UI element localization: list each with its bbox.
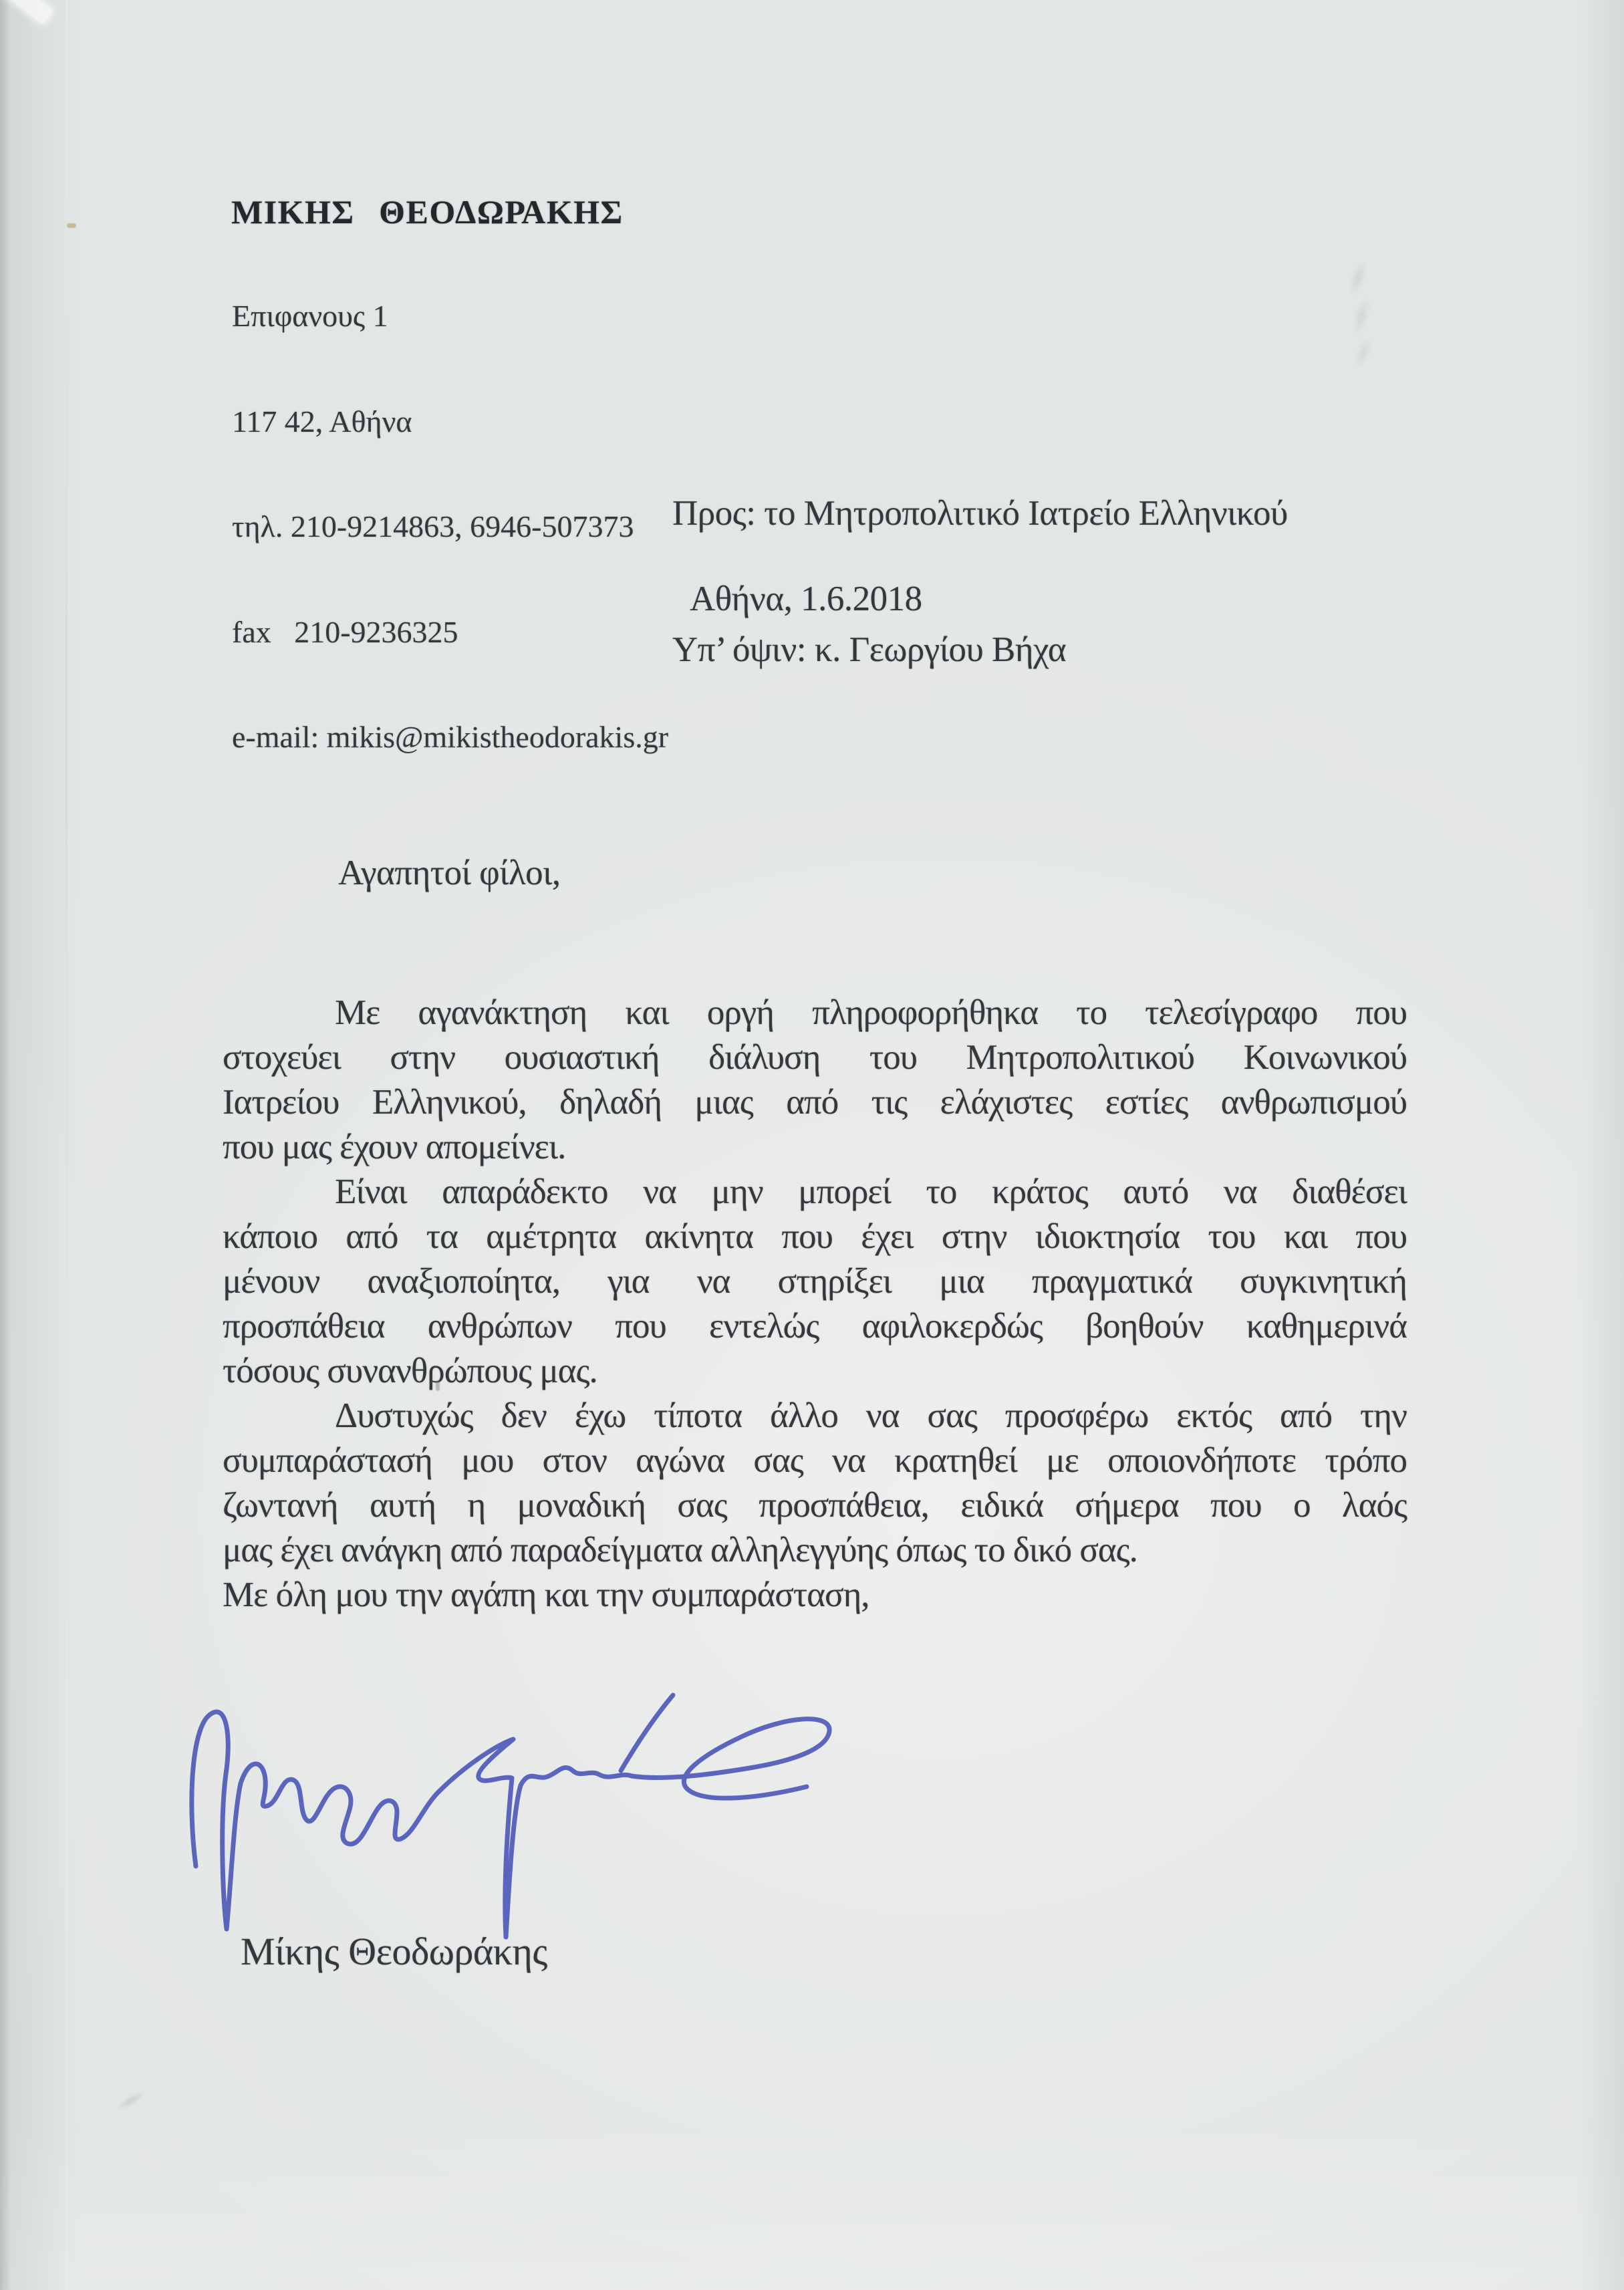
sender-address-block (232, 229, 668, 825)
body-line: κάποιο από τα αμέτρητα ακίνητα που έχει στην ιδιοκτησία του και που (223, 1217, 1407, 1256)
body-line: Είναι απαράδεκτο να μην μπορεί το κράτος αυτό να διαθέσει (335, 1172, 1407, 1211)
scan-smudge (96, 2071, 165, 2131)
letter-body (223, 991, 1407, 1618)
sender-phone: τηλ. 210-9214863, 6946-507373 (232, 509, 634, 543)
signature-stroke-middle (241, 1719, 829, 1937)
scan-smudge (1291, 245, 1422, 384)
signature-stroke-entry (621, 1695, 673, 1771)
recipient-attention-line: Υπ’ όψιν: κ. Γεωργίου Βήχα (672, 630, 1067, 669)
body-line: μας έχει ανάγκη από παραδείγματα αλληλεγγύης όπως το δικό σας. (223, 1531, 1137, 1569)
scan-corner-streak (0, 0, 53, 25)
sender-fax: fax 210-9236325 (232, 614, 458, 649)
body-line: ζωντανή αυτή η μοναδική σας προσπάθεια, ειδικά σήμερα που ο λαός (223, 1486, 1407, 1525)
salutation: Αγαπητοί φίλοι, (338, 854, 561, 892)
signature-stroke-initial (192, 1712, 241, 1929)
body-line: Ιατρείου Ελληνικού, δηλαδή μιας από τις ελάχιστες εστίες ανθρωπισμού (223, 1083, 1407, 1122)
scan-speck (67, 223, 76, 228)
body-line: τόσους συνανθρώπους μας. (223, 1352, 597, 1390)
body-line: προσπάθεια ανθρώπων που εντελώς αφιλοκερδώς βοηθούν καθημερινά (223, 1307, 1407, 1346)
body-line: Με όλη μου την αγάπη και την συμπαράσταση, (223, 1575, 869, 1614)
paper-crease (65, 0, 67, 2290)
sender-city: 117 42, Αθήνα (232, 404, 412, 438)
body-line: Με αγανάκτηση και οργή πληροφορήθηκα το τελεσίγραφο που (335, 993, 1407, 1032)
sender-street: Επιφανους 1 (232, 299, 388, 333)
body-line: μένουν αναξιοποίητα, για να στηρίξει μια πραγματικά συγκινητική (223, 1262, 1407, 1301)
recipient-to-line: Προς: το Μητροπολιτικό Ιατρείο Ελληνικού (672, 494, 1288, 533)
dateline: Αθήνα, 1.6.2018 (690, 580, 922, 618)
body-line: Δυστυχώς δεν έχω τίποτα άλλο να σας προσφέρω εκτός από την (335, 1396, 1407, 1435)
sender-name: ΜΙΚΗΣ ΘΕΟΔΩΡΑΚΗΣ (231, 193, 624, 231)
typed-signature-name: Μίκης Θεοδωράκης (241, 1930, 547, 1973)
body-line: συμπαράστασή μου στον αγώνα σας να κρατηθεί με οποιονδήποτε τρόπο (223, 1441, 1407, 1480)
body-line: στοχεύει στην ουσιαστική διάλυση του Μητροπολιτικού Κοινωνικού (223, 1038, 1407, 1077)
body-line: που μας έχουν απομείνει. (223, 1128, 566, 1166)
scan-speck (436, 1380, 440, 1391)
sender-email: e-mail: mikis@mikistheodorakis.gr (232, 720, 669, 754)
